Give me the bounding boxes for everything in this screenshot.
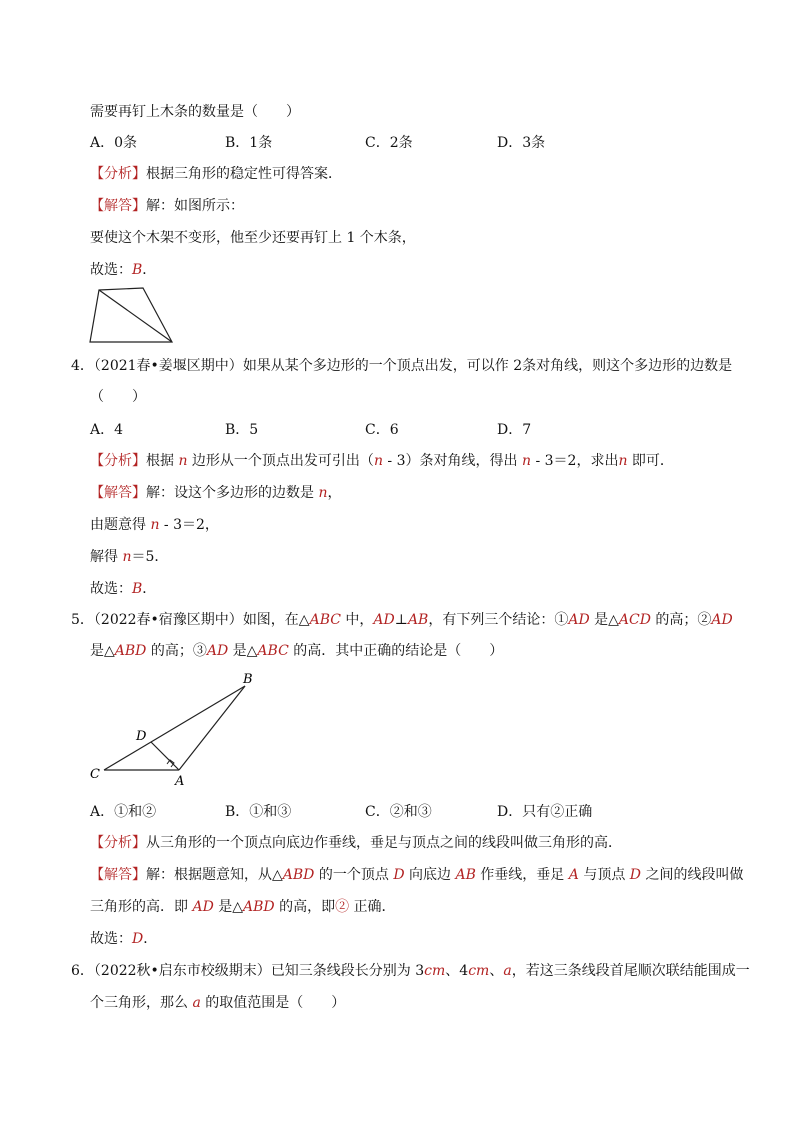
question-source: （2021春•姜堰区期中） [93, 358, 243, 374]
q5-answer: D [132, 931, 144, 947]
q4-answer: B [132, 581, 143, 597]
q4-option-d[interactable]: D．7 [497, 422, 532, 438]
solution-tag: 【解答】 [90, 198, 146, 214]
q3-stem-tail: 需要再钉上木条的数量是（ ） [90, 104, 300, 120]
q5-option-c[interactable]: C．②和③ [365, 804, 432, 820]
q5-options [90, 802, 730, 822]
q3-analysis: 【分析】根据三角形的稳定性可得答案． [90, 166, 342, 182]
q5-answer-line: 故选：D． [90, 931, 158, 947]
q4-option-a[interactable]: A．4 [90, 422, 124, 438]
q3-answer-line: 故选：B． [90, 262, 157, 278]
q3-solution: 【解答】解：如图所示： [90, 198, 244, 214]
q4-analysis: 【分析】根据 n 边形从一个顶点出发可引出（n - 3）条对角线，得出 n - 3＝2，求出n 即可． [90, 453, 674, 469]
figure-label-c: C [90, 767, 100, 782]
q3-solution-line2: 要使这个木架不变形，他至少还要再钉上 1 个木条， [90, 230, 416, 246]
q5-solution-line2: 三角形的高．即 AD 是△ABD 的高，即② 正确． [90, 899, 396, 915]
q4-option-c[interactable]: C．6 [365, 422, 399, 438]
q4-options [90, 420, 730, 440]
q3-option-a[interactable]: A．0条 [90, 135, 138, 151]
q6-stem: 6．（2022秋•启东市校级期末）已知三条线段长分别为 3cm、4cm、a，若这三条线段首尾顺次联结能围成一 [71, 963, 750, 979]
q4-answer-line: 故选：B． [90, 581, 157, 597]
q5-option-d[interactable]: D．只有②正确 [497, 804, 593, 820]
q4-solution-line3: 解得 n＝5． [90, 549, 169, 565]
q5-option-a[interactable]: A．①和② [90, 804, 157, 820]
q3-option-c[interactable]: C．2条 [365, 135, 413, 151]
q5-solution: 【解答】解：根据题意知，从△ABD 的一个顶点 D 向底边 AB 作垂线，垂足 A 与顶点 D 之间的线段叫做 [90, 867, 744, 883]
q6-stem-line2: 个三角形，那么 a 的取值范围是（ ） [90, 995, 346, 1011]
q5-stem: 5．（2022春•宿豫区期中）如图，在△ABC 中，AD⊥AB，有下列三个结论：①AD 是△ACD 的高；②AD [71, 612, 733, 628]
q3-option-b[interactable]: B．1条 [225, 135, 273, 151]
question-number: 4． [71, 358, 94, 374]
figure-label-b: B [243, 672, 253, 687]
q5-triangle-figure [86, 672, 258, 788]
analysis-tag: 【分析】 [90, 166, 146, 182]
q5-option-b[interactable]: B．①和③ [225, 804, 292, 820]
q4-option-b[interactable]: B．5 [225, 422, 259, 438]
q4-solution-line2: 由题意得 n - 3＝2， [90, 517, 219, 533]
q3-wooden-frame-figure [88, 288, 174, 344]
q3-options [90, 133, 730, 153]
q3-option-d[interactable]: D．3条 [497, 135, 546, 151]
figure-label-d: D [136, 729, 147, 744]
q4-stem: 4．（2021春•姜堰区期中）如果从某个多边形的一个顶点出发，可以作 2条对角线，则这个多边形的边数是 [71, 358, 733, 374]
q4-solution: 【解答】解：设这个多边形的边数是 n， [90, 485, 342, 501]
q5-analysis: 【分析】从三角形的一个顶点向底边作垂线，垂足与顶点之间的线段叫做三角形的高． [90, 835, 622, 851]
figure-label-a: A [175, 774, 185, 789]
q5-stem-line2: 是△ABD 的高；③AD 是△ABC 的高．其中正确的结论是（ ） [90, 643, 504, 659]
q3-answer: B [132, 262, 143, 278]
q4-stem-line2: （ ） [90, 389, 146, 405]
